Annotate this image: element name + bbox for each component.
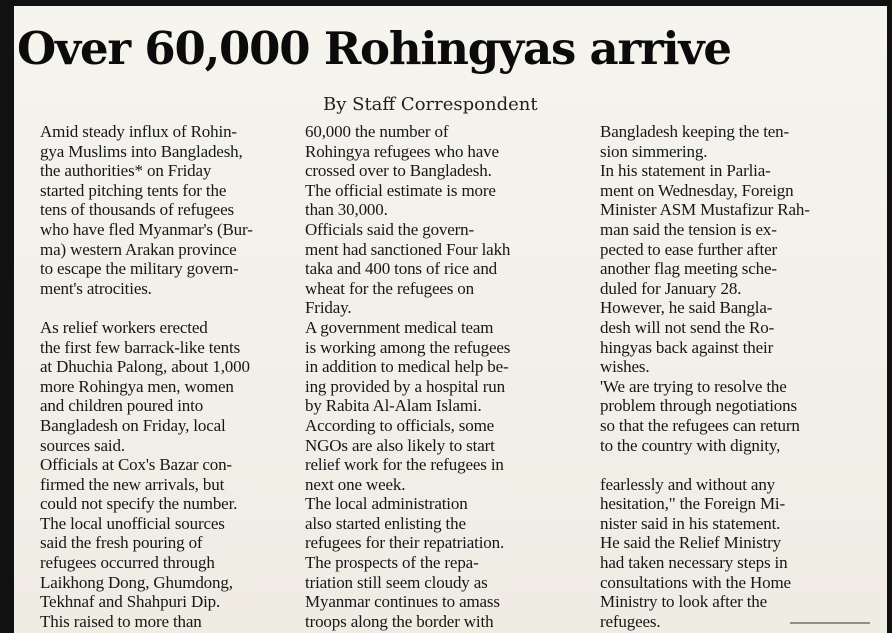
article-text-line: pected to ease further after — [600, 239, 778, 259]
article-text-line: sion simmering. — [600, 141, 708, 161]
article-text-line: had taken necessary steps in — [600, 553, 788, 573]
article-text-line: the authorities* on Friday — [40, 161, 212, 181]
article-text-line: ment's atrocities. — [40, 278, 152, 298]
paragraph-gap — [600, 455, 876, 475]
paragraph-gap — [40, 298, 279, 318]
article-text-line: by Rabita Al-Alam Islami. — [305, 396, 482, 416]
article-text-line: Minister ASM Mustafizur Rah- — [600, 200, 810, 220]
page-border-left — [0, 0, 14, 633]
article-text-line: another flag meeting sche- — [600, 259, 777, 279]
article-text-line: sources said. — [40, 435, 125, 455]
article-text-line: Ministry to look after the — [600, 592, 768, 612]
article-text-line: 60,000 the number of — [305, 122, 449, 141]
article-text-line: The prospects of the repa- — [305, 553, 479, 573]
article-text-line: next one week. — [305, 474, 406, 494]
article-text-line: Officials said the govern- — [305, 219, 475, 239]
article-text-line: A government medical team — [305, 317, 494, 337]
article-text-line: consultations with the Home — [600, 572, 791, 592]
article-text-line: problem through negotiations — [600, 396, 797, 416]
article-text-line: could not specify the number. — [40, 494, 238, 514]
article-text-line: wishes. — [600, 357, 650, 377]
article-text-line: gya Muslims into Bangladesh, — [40, 141, 243, 161]
article-column-1 — [40, 122, 279, 631]
article-text-line: hingyas back against their — [600, 337, 774, 357]
article-text-line: 'We are trying to resolve the — [600, 376, 787, 396]
article-text-line: In his statement in Parlia- — [600, 161, 771, 181]
article-text-line: than 30,000. — [305, 200, 388, 220]
article-text-line: Friday. — [305, 298, 352, 318]
article-text-line: relief work for the refugees in — [305, 455, 504, 475]
article-text-line: fearlessly and without any — [600, 474, 776, 494]
article-text-line: refugees. — [600, 611, 661, 631]
article-text-line: The local unofficial sources — [40, 513, 225, 533]
article-text-line: refugees for their repatriation. — [305, 533, 505, 553]
article-text-line: Laikhong Dong, Ghumdong, — [40, 572, 233, 592]
article-text-line: Tekhnaf and Shahpuri Dip. — [40, 592, 221, 612]
page-border-right — [887, 0, 892, 633]
article-text-line: He said the Relief Ministry — [600, 533, 782, 553]
article-text-line: Officials at Cox's Bazar con- — [40, 455, 232, 475]
article-text-line: firmed the new arrivals, but — [40, 474, 225, 494]
article-text-line: duled for January 28. — [600, 278, 742, 298]
article-text-line: started pitching tents for the — [40, 180, 227, 200]
article-text-line: Bangladesh keeping the ten- — [600, 122, 790, 141]
article-text-line: ma) western Arakan province — [40, 239, 237, 259]
article-text-line: desh will not send the Ro- — [600, 317, 775, 337]
article-column-2 — [305, 122, 575, 631]
article-text-line: ment on Wednesday, Foreign — [600, 180, 794, 200]
article-text-line: The local administration — [305, 494, 468, 514]
article-text-line: to escape the military govern- — [40, 259, 239, 279]
article-text-line: in addition to medical help be- — [305, 357, 509, 377]
article-text-line: also started enlisting the — [305, 513, 466, 533]
article-text-line: the first few barrack-like tents — [40, 337, 241, 357]
article-text-line: said the fresh pouring of — [40, 533, 203, 553]
article-text-line: As relief workers erected — [40, 317, 208, 337]
article-column-3 — [600, 122, 876, 631]
article-text-line: However, he said Bangla- — [600, 298, 773, 318]
article-text-line: more Rohingya men, women — [40, 376, 234, 396]
article-text-line: The official estimate is more — [305, 180, 496, 200]
article-text-line: at Dhuchia Palong, about 1,000 — [40, 357, 250, 377]
article-text-line: crossed over to Bangladesh. — [305, 161, 492, 181]
article-text-line: is working among the refugees — [305, 337, 511, 357]
article-text-line: Myanmar continues to amass — [305, 592, 500, 612]
article-text-line: Bangladesh on Friday, local — [40, 415, 226, 435]
article-text-line: wheat for the refugees on — [305, 278, 475, 298]
article-text-line: man said the tension is ex- — [600, 219, 777, 239]
article-text-line: and children poured into — [40, 396, 204, 416]
article-text-line: tens of thousands of refugees — [40, 200, 234, 220]
article-text-line: refugees occurred through — [40, 553, 215, 573]
article-text-line: to the country with dignity, — [600, 435, 781, 455]
article-text-line: Rohingya refugees who have — [305, 141, 499, 161]
page-border-top — [0, 0, 892, 6]
article-text-line: According to officials, some — [305, 415, 495, 435]
article-text-line: troops along the border with — [305, 611, 494, 631]
article-text-line: taka and 400 tons of rice and — [305, 259, 498, 279]
article-text-line: nister said in his statement. — [600, 513, 781, 533]
article-headline: Over 60,000 Rohingyas arrive — [17, 22, 731, 75]
article-text-line: who have fled Myanmar's (Bur- — [40, 219, 253, 239]
article-text-line: so that the refugees can return — [600, 415, 800, 435]
article-text-line: ment had sanctioned Four lakh — [305, 239, 511, 259]
article-text-line: NGOs are also likely to start — [305, 435, 495, 455]
article-byline: By Staff Correspondent — [323, 94, 538, 115]
article-text-line: triation still seem cloudy as — [305, 572, 488, 592]
clipping-edge-mark — [790, 622, 870, 624]
article-text-line: hesitation," the Foreign Mi- — [600, 494, 785, 514]
article-text-line: Amid steady influx of Rohin- — [40, 122, 237, 141]
article-text-line: ing provided by a hospital run — [305, 376, 505, 396]
article-text-line: This raised to more than — [40, 611, 202, 631]
